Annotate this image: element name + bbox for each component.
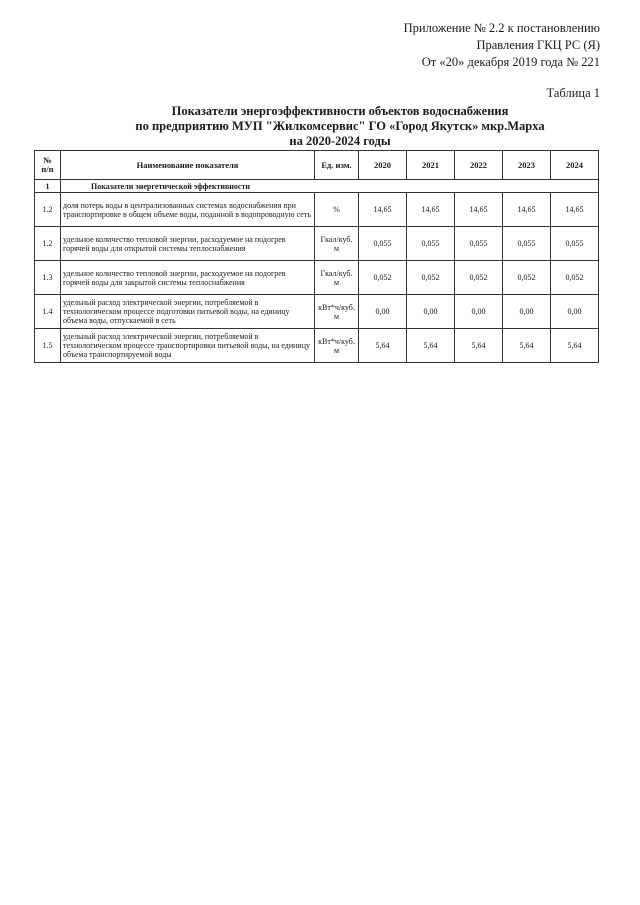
row-value: 0,052 xyxy=(551,261,599,295)
row-value: 0,055 xyxy=(359,227,407,261)
row-value: 0,00 xyxy=(551,295,599,329)
row-value: 0,055 xyxy=(503,227,551,261)
header-year: 2020 xyxy=(359,151,407,180)
row-unit: Гкал/куб. м xyxy=(315,227,359,261)
indicators-table xyxy=(34,150,599,363)
row-value: 14,65 xyxy=(407,193,455,227)
row-name: удельный расход электрической энергии, потребляемой в технологическом процессе подготовки питьевой воды, на единицу объема воды, отпускаемой в сеть xyxy=(61,295,315,329)
row-value: 0,00 xyxy=(455,295,503,329)
table-row xyxy=(35,329,599,363)
table-row xyxy=(35,193,599,227)
row-value: 5,64 xyxy=(455,329,503,363)
header-year: 2023 xyxy=(503,151,551,180)
title-line-2: по предприятию МУП "Жилкомсервис" ГО «Город Якутск» мкр.Марха xyxy=(135,119,545,133)
row-value: 0,00 xyxy=(407,295,455,329)
row-unit: Гкал/куб. м xyxy=(315,261,359,295)
appendix-line-3: От «20» декабря 2019 года № 221 xyxy=(421,55,600,69)
row-name: удельный расход электрической энергии, потребляемой в технологическом процессе транспортировки питьевой воды, на единицу объема транспортируемой воды xyxy=(61,329,315,363)
table-row xyxy=(35,295,599,329)
section-name: Показатели энергетической эффективности xyxy=(61,180,599,193)
document-title xyxy=(60,104,620,149)
header-unit: Ед. изм. xyxy=(315,151,359,180)
row-value: 5,64 xyxy=(359,329,407,363)
section-row xyxy=(35,180,599,193)
table-header-row xyxy=(35,151,599,180)
row-num: 1.2 xyxy=(35,193,61,227)
row-num: 1.5 xyxy=(35,329,61,363)
row-unit: % xyxy=(315,193,359,227)
row-value: 5,64 xyxy=(551,329,599,363)
row-value: 14,65 xyxy=(455,193,503,227)
row-value: 0,052 xyxy=(455,261,503,295)
row-num: 1.4 xyxy=(35,295,61,329)
table-label: Таблица 1 xyxy=(546,86,600,100)
row-value: 0,052 xyxy=(503,261,551,295)
appendix-block xyxy=(404,20,600,71)
appendix-line-1: Приложение № 2.2 к постановлению xyxy=(403,21,600,35)
header-num-line-2: п/п xyxy=(41,164,54,174)
header-num-line-1: № xyxy=(43,155,52,165)
header-year: 2024 xyxy=(551,151,599,180)
section-num: 1 xyxy=(35,180,61,193)
row-num: 1.2 xyxy=(35,227,61,261)
header-year: 2021 xyxy=(407,151,455,180)
table-row xyxy=(35,227,599,261)
header-year: 2022 xyxy=(455,151,503,180)
row-unit: кВт*ч/куб. м xyxy=(315,329,359,363)
row-value: 0,055 xyxy=(551,227,599,261)
title-line-1: Показатели энергоэффективности объектов водоснабжения xyxy=(171,104,509,118)
row-name: удельное количество тепловой энергии, расходуемое на подогрев горячей воды для открытой системы теплоснабжения xyxy=(61,227,315,261)
row-value: 14,65 xyxy=(551,193,599,227)
row-value: 14,65 xyxy=(359,193,407,227)
row-name: доля потерь воды в централизованных системах водоснабжения при транспортировке в общем объеме воды, поданной в водопроводную сеть xyxy=(61,193,315,227)
row-value: 5,64 xyxy=(407,329,455,363)
row-value: 5,64 xyxy=(503,329,551,363)
row-value: 0,055 xyxy=(407,227,455,261)
row-value: 0,00 xyxy=(359,295,407,329)
row-name: удельное количество тепловой энергии, расходуемое на подогрев горячей воды для закрытой системы теплоснабжения xyxy=(61,261,315,295)
header-name: Наименование показателя xyxy=(61,151,315,180)
row-num: 1.3 xyxy=(35,261,61,295)
row-value: 0,055 xyxy=(455,227,503,261)
row-value: 0,00 xyxy=(503,295,551,329)
appendix-line-2: Правления ГКЦ РС (Я) xyxy=(476,38,600,52)
row-value: 0,052 xyxy=(359,261,407,295)
row-unit: кВт*ч/куб. м xyxy=(315,295,359,329)
table-row xyxy=(35,261,599,295)
header-num xyxy=(35,151,61,180)
row-value: 14,65 xyxy=(503,193,551,227)
title-line-3: на 2020-2024 годы xyxy=(289,134,391,148)
row-value: 0,052 xyxy=(407,261,455,295)
